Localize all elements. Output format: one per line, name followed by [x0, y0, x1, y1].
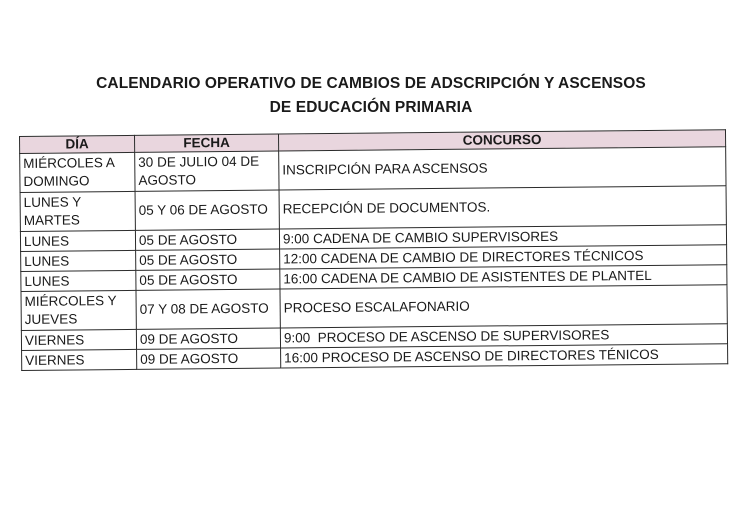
- cell-fecha: 30 DE JULIO 04 DE AGOSTO: [135, 151, 279, 191]
- cell-concurso: PROCESO ESCALAFONARIO: [280, 285, 727, 328]
- cell-fecha: 05 DE AGOSTO: [136, 269, 280, 290]
- cell-dia: MIÉRCOLES A DOMINGO: [20, 152, 135, 192]
- header-fecha: FECHA: [134, 134, 278, 152]
- cell-dia: LUNES: [21, 250, 136, 271]
- table-row: [20, 186, 726, 232]
- cell-dia: VIERNES: [21, 329, 136, 350]
- cell-concurso: 16:00 CADENA DE CAMBIO DE ASISTENTES DE PLANTEL: [280, 265, 727, 289]
- header-concurso: CONCURSO: [278, 130, 725, 151]
- table-body: [20, 147, 728, 371]
- cell-dia: LUNES Y MARTES: [20, 191, 135, 231]
- table-row: [20, 147, 726, 193]
- cell-dia: VIERNES: [22, 349, 137, 370]
- schedule-table-wrapper: [19, 129, 727, 371]
- cell-concurso: RECEPCIÓN DE DOCUMENTOS.: [279, 186, 726, 229]
- cell-concurso: 12:00 CADENA DE CAMBIO DE DIRECTORES TÉCNICOS: [280, 245, 727, 269]
- schedule-table: [19, 129, 728, 371]
- cell-concurso: 9:00 PROCESO DE ASCENSO DE SUPERVISORES: [280, 324, 727, 348]
- cell-concurso: 16:00 PROCESO DE ASCENSO DE DIRECTORES TÉNICOS: [281, 344, 728, 368]
- cell-fecha: 05 DE AGOSTO: [135, 229, 279, 250]
- cell-dia: LUNES: [20, 230, 135, 251]
- table-row: [21, 285, 727, 331]
- cell-fecha: 05 DE AGOSTO: [136, 249, 280, 270]
- cell-fecha: 05 Y 06 DE AGOSTO: [135, 190, 279, 230]
- header-dia: DÍA: [20, 135, 135, 153]
- document-title: [0, 72, 742, 120]
- cell-fecha: 09 DE AGOSTO: [137, 348, 281, 369]
- cell-fecha: 09 DE AGOSTO: [136, 328, 280, 349]
- cell-dia: LUNES: [21, 270, 136, 291]
- cell-concurso: INSCRIPCIÓN PARA ASCENSOS: [279, 147, 726, 190]
- title-line-2: DE EDUCACIÓN PRIMARIA: [269, 99, 473, 116]
- title-line-1: CALENDARIO OPERATIVO DE CAMBIOS DE ADSCRIPCIÓN Y ASCENSOS: [96, 75, 646, 92]
- cell-fecha: 07 Y 08 DE AGOSTO: [136, 289, 280, 329]
- cell-dia: MIÉRCOLES Y JUEVES: [21, 290, 136, 330]
- cell-concurso: 9:00 CADENA DE CAMBIO SUPERVISORES: [279, 225, 726, 249]
